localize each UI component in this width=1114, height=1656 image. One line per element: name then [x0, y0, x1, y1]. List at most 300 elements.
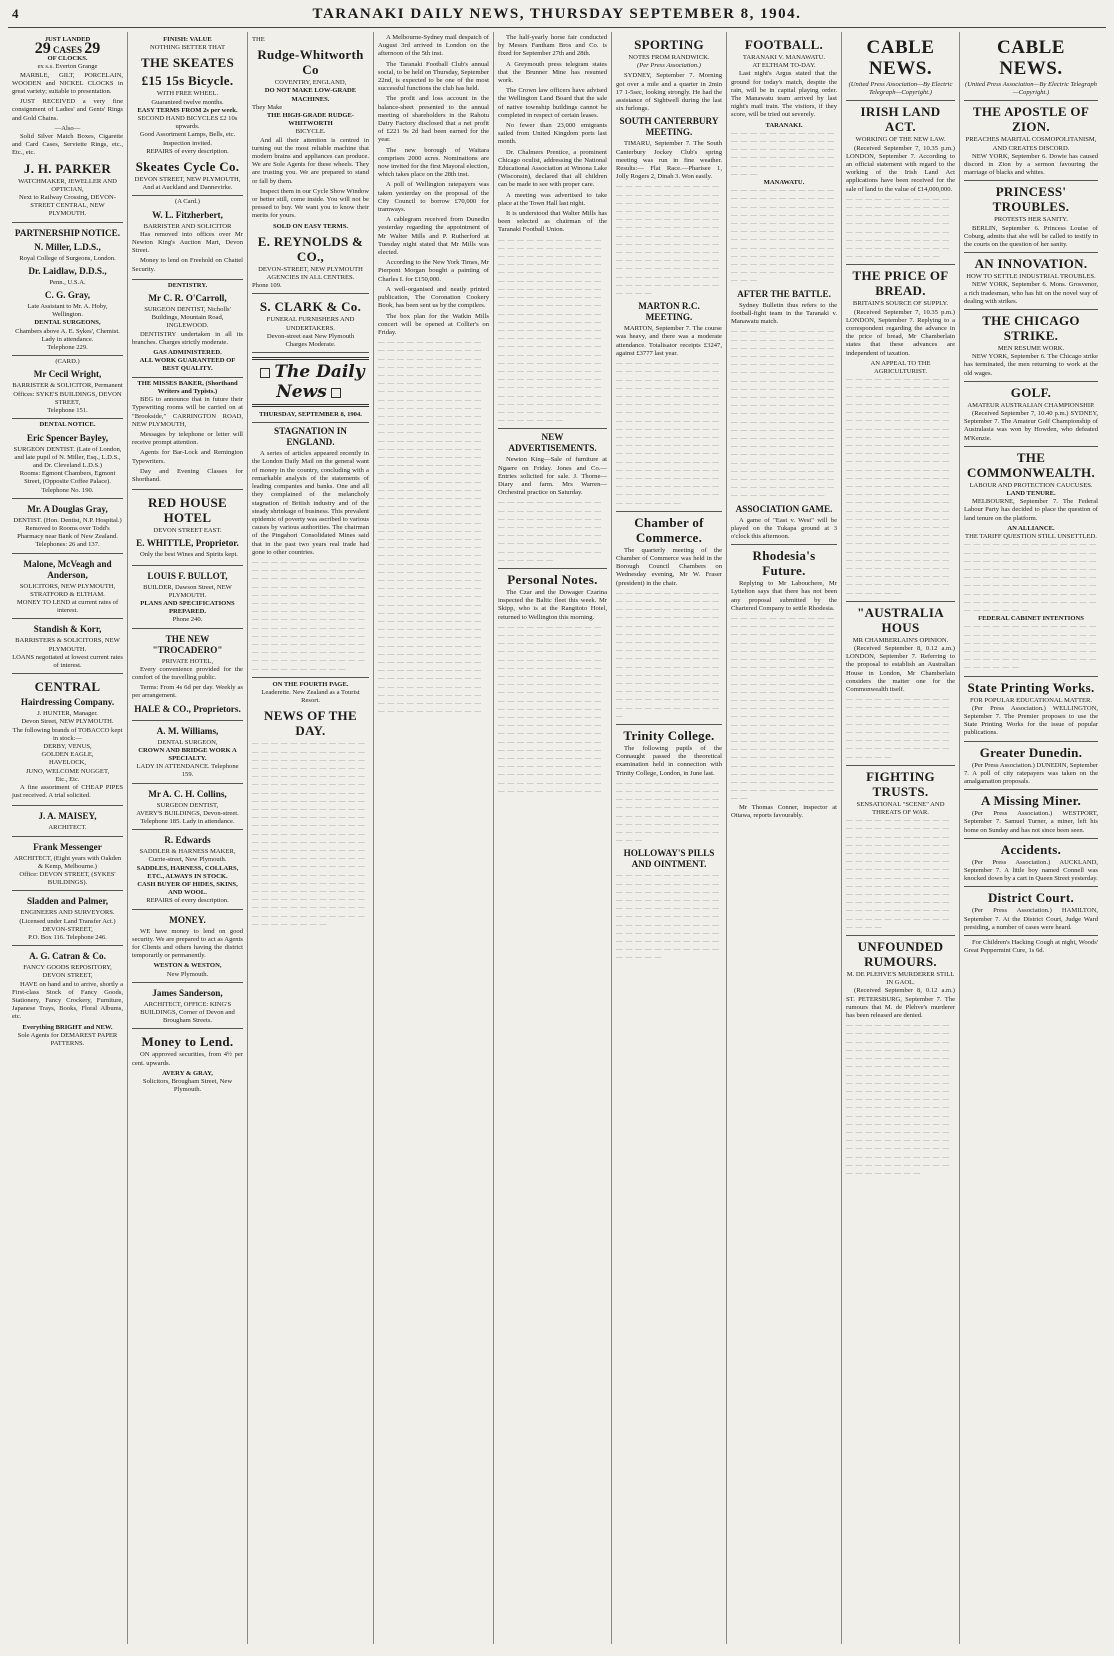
divider	[846, 601, 955, 602]
princess-sub: PROTESTS HER SANITY.	[994, 216, 1068, 224]
banner-text: The Daily News	[274, 362, 365, 403]
standish-ad	[12, 619, 123, 674]
cable-news-heading-2: CABLE NEWS.	[997, 37, 1065, 79]
bicycle-label: BICYCLE.	[295, 128, 326, 136]
new-advertisements-heading: NEW ADVERTISEMENTS.	[508, 432, 597, 454]
columns	[8, 32, 1106, 1644]
divider	[964, 381, 1098, 382]
football-heading: FOOTBALL.	[744, 37, 824, 52]
etc-line: Etc., Etc.	[55, 775, 80, 783]
skeates-co: Skeates Cycle Co.	[135, 159, 240, 175]
collins-address: AVERY'S BUILDINGS, Devon-street.	[136, 809, 239, 817]
inspect-text: Inspect them in our Cycle Show Window or better still, come inside. You will not be pressed to buy. We want you to know their merits for yours.	[252, 187, 369, 220]
divider	[731, 544, 837, 545]
rudge-ad	[252, 34, 369, 294]
cable-news-sub-1: (United Press Association—By Electric Telegraph—Copyright.)	[848, 81, 953, 97]
alliance-sub: THE TARIFF QUESTION STILL UNSETTLED.	[965, 533, 1097, 541]
collins-name: Mr A. C. H. Collins,	[148, 788, 227, 799]
laidlaw-name: Dr. Laidlaw, D.D.S.,	[28, 265, 107, 276]
fitzherbert-name: W. L. Fitzherbert,	[152, 209, 223, 220]
column-5-body-text: — — — — — — — — — — — — — — — — — — — — — — — — — — — — — — — — — — — — — — — — — — — — — — — — — — — — — — — — — — — — — — — — — — — — — — — — — — — — — — — — — — — — — — — — — — — — — — — — — — — — — — — — — — — — — — — — — — — — — — — — — — — — — — — — — — — — — — — — — — — — — — — — — — — — — — — — — — — — — — — — — — — — — — — — — — — — — — — — — — — — — — — — — — — — — — — — — — — — — — — — — — — — — — — — — — — — — — — — — — — — — — — — — — — — — — — — — — — — — — — — — — — — — — — — —	[498, 236, 602, 425]
state-printing-heading: State Printing Works.	[967, 679, 1095, 695]
news-item-5: A poll of Wellington ratepayers was taken yesterday on the proposal of the City Council to borrow £70,000 for tramways.	[378, 181, 489, 214]
clark-sub: FUNERAL FURNISHERS AND UNDERTAKERS.	[266, 316, 355, 332]
manawatu-team-list: — — — — — — — — — — — — — — — — — — — — — — — — — — — — — — — — — — — — — — — — — — — — — — — — — — — — — — — — — — — — — — — — — — — — — — — — — — — — — — — — — — — — — — — — — — — — — — — — — — — — — — — — — — — — — — — — — — — — — — — — — — — —	[731, 187, 835, 285]
news-item-16: It is understood that Walter Mills has been selected as chairman of the Taranaki Football Union.	[498, 210, 607, 234]
fourth-page-sub: Leaderette. New Zealand as a Tourist Resort.	[261, 688, 360, 705]
parker-clocks-ad	[12, 34, 123, 223]
free-wheel: WITH FREE WHEEL.	[156, 90, 219, 98]
brand-line-1: DERBY, VENUS,	[43, 742, 92, 750]
unfounded-heading: UNFOUNDED RUMOURS.	[857, 939, 944, 970]
sanderson-name: James Sanderson,	[152, 987, 223, 998]
divider	[616, 511, 722, 512]
column-5-body-text-2: — — — — — — — — — — — — — — — — — — — — — — — — — — — — — — — — — — — — — — — — — — — — — — — — — — — — — — — — — — — — — — — — — — — — — — — — — — — — — — — — — — —	[498, 499, 602, 564]
fitzherbert-ad	[132, 196, 243, 279]
new-advertisements-body: Newton King—Sale of furniture at Ngaere on Friday. Jones and Co.—Entries solicited for sale. J. Thorne—Diary and farm. Mrs Warren—Orchestral practice on Saturday.	[498, 456, 607, 497]
cases-row	[12, 40, 123, 58]
irish-body: (Received September 7, 10.35 p.m.) LONDON, September 7. According to an official statement with regard to the working of the Irish Land Act applications have been received for the sale of land to the value of £14,000,000.	[846, 144, 955, 193]
maisey-ad	[12, 806, 123, 836]
missing-miner-heading: A Missing Miner.	[980, 793, 1082, 809]
divider	[964, 100, 1098, 101]
news-item-13: No fewer than 23,000 emigrants sailed from United Kingdom ports last month.	[498, 122, 607, 146]
williams-name: A. M. Williams,	[156, 725, 219, 736]
edwards-sub: SADDLER & HARNESS MAKER, Currie-street, New Plymouth.	[139, 848, 236, 864]
trocadero-body: Every convenience provided for the comfort of the travelling public.	[132, 665, 243, 681]
gas-administered: GAS ADMINISTERED.	[153, 349, 222, 357]
district-court-body: (Per Press Association.) HAMILTON, September 7. At the District Court, Judge Ward presiding, a number of cases were heard.	[964, 907, 1098, 931]
ottawa-text: Mr Thomas Conner, inspector at Ottawa, reports favourably.	[731, 803, 837, 819]
commonwealth-heading: THE COMMONWEALTH.	[966, 449, 1095, 480]
chicago-heading: THE CHICAGO STRIKE.	[982, 313, 1080, 344]
divider	[964, 309, 1098, 310]
messenger-office: Office: DEVON STREET, (SYKES' BUILDINGS).	[19, 871, 116, 887]
bread-heading: THE PRICE OF BREAD.	[852, 268, 949, 299]
gray-name: C. G. Gray,	[44, 290, 91, 301]
telephone-229: Telephone 229.	[47, 344, 88, 352]
bayley-ad	[12, 419, 123, 498]
douglas-gray-ad	[12, 499, 123, 554]
cases-count-right: 29	[84, 40, 101, 58]
bayley-rooms: Rooms: Egmont Chambers, Egmont Street, (Opposite Coffee Palace).	[19, 470, 116, 486]
column-6-body-text-4: — — — — — — — — — — — — — — — — — — — — — — — — — — — — — — — — — — — — — — — — — — — — — — — — — — — — — — — — — — — — — — — — — — — — — — — — — — — — — — — —	[616, 779, 720, 845]
news-item-10: The half-yearly horse fair conducted by Messrs Fantham Bros and Co. is fixed for September 27th and 28th.	[498, 34, 607, 58]
news-item-8: A well-organised and neatly printed publication, The Coronation Cookery Book, has been sent us by the compilers.	[378, 285, 489, 310]
divider	[252, 422, 369, 423]
malone-name: Malone, McVeagh and Anderson,	[23, 558, 112, 580]
high-grade: THE HIGH-GRADE RUDGE-WHITWORTH	[266, 112, 355, 128]
finish-value: FINISH: VALUE	[163, 36, 212, 43]
ocarroll-ad	[132, 280, 243, 378]
collins-telephone: Telephone 185. Lady in attendance.	[140, 817, 235, 825]
catran-name: A. G. Catran & Co.	[29, 951, 106, 962]
fitzherbert-money: Money to lend on Freehold on Chattel Security.	[132, 257, 243, 273]
cable-news-sub-2: (United Press Association—By Electric Telegraph—Copyright.)	[965, 81, 1097, 97]
holloway-heading: HOLLOWAY'S PILLS AND OINTMENT.	[623, 848, 715, 870]
column-6-body-text-3: — — — — — — — — — — — — — — — — — — — — — — — — — — — — — — — — — — — — — — — — — — — — — — — — — — — — — — — — — — — — — — — — — — — — — — — — — — — — — — — — — — — — — — — — — — — — — — — — — — — — — — — — — — — — — — — — — — — — — — — — — — — — — — — — — — — — — — — — — — — — — — — — — — — — — — — — — — — — — — — — — — — — — —	[616, 589, 720, 720]
douglas-gray-telephones: Telephones: 26 and 137.	[35, 541, 100, 549]
dentistry-label: DENTISTRY.	[167, 281, 208, 289]
column-8-body-text-4: — — — — — — — — — — — — — — — — — — — — — — — — — — — — — — — — — — — — — — — — — — — — — — — — — — — — — — — — — — — — — — — — — — — — — — — — — — — — — — — — — — — — — — — — — — — — — — — — — — — — — — — — — — — — — — — — — — — — — — — — — — — — — — — — — — — — — — — — — — — — — — — — — — —	[846, 817, 950, 931]
miller-name: N. Miller, L.D.S.,	[34, 241, 101, 252]
po-box: P.O. Box 116. Telephone 246.	[28, 934, 107, 942]
douglas-gray-address: Removed to Rooms over Todd's Pharmacy near Bank of New Zealand.	[17, 524, 118, 541]
south-canterbury-heading: SOUTH CANTERBURY MEETING.	[619, 116, 719, 138]
malone-ad	[12, 554, 123, 620]
catran-body: HAVE on hand and to arrive, shortly a First-class Stock of Fancy Goods, Stationery, Fancy Crockery, Furniture, Japanese Trays, Books, Floral Albums, etc.	[12, 980, 123, 1021]
masthead	[8, 6, 1106, 28]
column-8-body-text-3: — — — — — — — — — — — — — — — — — — — — — — — — — — — — — — — — — — — — — — — — — — — — — — — — — — — — — — — — — — — — — — — — — — — — — — — — — — — — — — — — — —	[846, 696, 950, 761]
newspaper-title: TARANAKI DAILY NEWS, THURSDAY SEPTEMBER 8, 1904.	[312, 6, 802, 22]
miller-sub: Royal College of Surgeons, London.	[19, 254, 116, 262]
column-2	[128, 32, 248, 1644]
secondhand: SECOND HAND BICYCLES £2 10s upwards.	[137, 115, 238, 131]
bullot-phone: Phone 240.	[172, 616, 203, 624]
alliance-heading: AN ALLIANCE.	[1007, 524, 1055, 532]
crest-icon	[260, 368, 270, 378]
edwards-cash: CASH BUYER OF HIDES, SKINS, AND WOOL.	[137, 881, 238, 897]
skeates-heading: THE SKEATES	[140, 55, 234, 71]
partnership-heading: PARTNERSHIP NOTICE.	[14, 227, 121, 238]
after-battle-heading: AFTER THE BATTLE.	[737, 288, 831, 299]
divider	[964, 838, 1098, 839]
ocarroll-body: DENTISTRY undertaken in all its branches. Charges strictly moderate.	[132, 330, 243, 346]
princess-heading: PRINCESS' TROUBLES.	[992, 184, 1070, 215]
column-4-body-text: — — — — — — — — — — — — — — — — — — — — — — — — — — — — — — — — — — — — — — — — — — — — — — — — — — — — — — — — — — — — — — — — — — — — — — — — — — — — — — — — — — — — — — — — — — — — — — — — — — — — — — — — — — — — — — — — — — — — — — — — — — — — — — — — — — — — — — — — — — — — — — — — — — — — — — — — — — — — — — — — — — — — — — — — — — — — — — — — — — — — — — — — — — — — — — — — — — — — — — — — — — — — — — — — — — — — — — — — — — — — — — — — — — — — — — — — — — — — — — — — — — — — — — — — — — — — — — — — — — — — — — — — — — — — — — — — — — — — — — — — — — — — — — — — — — — — — — — — — — — — — — — — — — — — — — — — — — — — — — — — — — — — — — — — — — — — — — — — — — — — — — — — — — — — — — — — — — — — — — — — — — — — — — — — — — — — — — — — — — — — — — — — — — — — — — — — — — — — — — — — — — — — — — — — — — — — — — — — — — — — — — — — — — — — — — — — — — — — — — — — — — — — — — — — — — — — — — — — — — — — — — — — — — — — — — — — — — — — — — — — — — — — — — — — — — — — — — — — — — — — — — — — — —	[378, 339, 482, 716]
messenger-ad	[12, 837, 123, 892]
column-6-body-text-2: — — — — — — — — — — — — — — — — — — — — — — — — — — — — — — — — — — — — — — — — — — — — — — — — — — — — — — — — — — — — — — — — — — — — — — — — — — — — — — — — — — — — — — — — — — — — — — — — — — — — — — — — — — — — — — — — — — — — — — — — — — — — — — — — — — — — — — — — — — — — — — — — — — — — — — — — — — — — — — — — — — — — — — — — — — — — — — — — — — — — — — — — — — — — — — — — — —	[616, 360, 720, 507]
money-lend-body: ON approved securities, from 4½ per cent. upwards.	[132, 1051, 243, 1067]
edwards-ad	[132, 830, 243, 909]
hairdressing-heading: Hairdressing Company.	[20, 697, 115, 708]
australia-house-heading: "AUSTRALIA HOUS	[857, 604, 944, 635]
parker-name: J. H. PARKER	[23, 160, 112, 176]
news-item-12: The Crown law officers have advised the Wellington Land Board that the sale of native township buildings cannot be completed in respect of certain leases.	[498, 87, 607, 119]
irish-sub: WORKING OF THE NEW LAW.	[855, 136, 946, 144]
association-game-heading: ASSOCIATION GAME.	[735, 503, 833, 514]
work-guaranteed: ALL WORK GUARANTEED OF BEST QUALITY.	[139, 357, 236, 373]
hunter-manager: J. HUNTER, Manager.	[37, 710, 98, 718]
fourth-page-heading: ON THE FOURTH PAGE.	[272, 680, 349, 688]
malone-money: MONEY TO LEND at current rates of interest.	[16, 598, 119, 615]
south-canterbury-body: TIMARU, September 7. The South Canterbury Jockey Club's spring meeting was run in fine weather. Results:— Flat Race.—Pharisee 1, Jolly Rogers 2, Dinah 3. Won easily.	[616, 140, 722, 181]
news-item-15: A meeting was advertised to take place at the Town Hall last night.	[498, 191, 607, 207]
baker-classes: Day and Evening Classes for Shorthand.	[132, 467, 243, 483]
hale-proprietors: HALE & CO., Proprietors.	[134, 703, 241, 714]
bullot-name: LOUIS F. BULLOT,	[147, 570, 228, 581]
rhodesia-heading: Rhodesia's Future.	[752, 548, 816, 579]
fitzherbert-sub: BARRISTER AND SOLICITOR	[143, 222, 232, 230]
princess-body: BERLIN, September 6. Princess Louise of Coburg, admits that she will be called to testify in the courts on the question of her sanity.	[964, 224, 1098, 249]
column-4	[374, 32, 494, 1644]
divider	[846, 935, 955, 936]
bullot-sub: BUILDER, Dawson Street, NEW PLYMOUTH.	[143, 583, 232, 599]
taranaki-team-heading: TARANAKI.	[765, 121, 803, 129]
woods-peppermint-ad: For Children's Hacking Cough at night, Woods' Great Peppermint Cure, 1s 6d.	[964, 939, 1098, 955]
sporting-body: SYDNEY, September 7. Morning got over a mile and a quarter in 2min 17 1-5sec, looking strongly. He had the assistance of Sightwell during the last six furlongs.	[616, 72, 722, 113]
baker-telephone: Messages by telephone or letter will receive prompt attention.	[132, 430, 243, 447]
commonwealth-sub: LABOUR AND PROTECTION CAUCUSES.	[969, 481, 1093, 489]
card-label-2: (A Card.)	[175, 198, 200, 206]
state-printing-sub: FOR POPULAR EDUCATIONAL MATTER.	[969, 696, 1093, 704]
marton-heading: MARTON R.C. MEETING.	[638, 301, 700, 323]
avery-gray: AVERY & GRAY,	[162, 1069, 213, 1077]
association-game-body: A game of "East v. West" will be played on the Tukapa ground at 3 o'clock this afternoon.	[731, 516, 837, 540]
ship-line: ex s.s. Everton Grange	[37, 63, 98, 71]
trocadero-terms: Terms: From 4s 6d per day. Weekly as per arrangement.	[132, 684, 243, 700]
chamber-body: The quarterly meeting of the Chamber of Commerce was held in the Borough Council Chambers on Wednesday evening, Mr W. Fraser (president) in the chair.	[616, 546, 722, 587]
received-text: JUST RECEIVED a very fine consignment of Ladies' and Gents' Rings and Gold Chains.	[12, 98, 123, 122]
bicycle-price: £15 15s Bicycle.	[141, 73, 234, 89]
dental-notice: DENTAL NOTICE.	[39, 421, 96, 429]
laidlaw-sub: Penn., U.S.A.	[49, 278, 86, 286]
news-item-4: The new borough of Waitara comprises 2000 acres. Nominations are now invited for the first Mayoral election, which takes place on the 28th inst.	[378, 146, 489, 179]
news-item-3: The profit and loss account in the balance-sheet presented to the annual meeting of shareholders in the Rahotu Dairy Factory disclosed that a net profit of £221 9s 2d had been earned for the year.	[378, 95, 489, 144]
clark-name: S. CLARK & Co.	[259, 299, 362, 315]
weston-ad	[132, 910, 243, 983]
personal-notes-heading: Personal Notes.	[507, 571, 598, 587]
money-lend-heading: Money to Lend.	[141, 1034, 234, 1050]
catran-tail: Everything BRIGHT and NEW.	[22, 1023, 113, 1031]
repairs: REPAIRS of every description.	[146, 147, 229, 155]
sladden-sub: ENGINEERS AND SURVEYORS. (Licensed under Land Transfer Act.)	[19, 909, 116, 925]
bullot-plans: PLANS AND SPECIFICATIONS PREPARED.	[140, 599, 235, 616]
appeal-line: AN APPEAL TO THE AGRICULTURIST.	[870, 359, 931, 376]
column-6-body-text: — — — — — — — — — — — — — — — — — — — — — — — — — — — — — — — — — — — — — — — — — — — — — — — — — — — — — — — — — — — — — — — — — — — — — — — — — — — — — — — — — — — — — — — — — — — — — — — — — — — — — — — — — — — — — — — — — — — — — — — — — — — — — — — — — — — — — — — — — — — — — — — — — — —	[616, 183, 720, 298]
match-venue: AT ELTHAM TO-DAY.	[752, 62, 816, 70]
cable-news-heading-1: CABLE NEWS.	[866, 37, 935, 79]
match-title: TARANAKI V. MANAWATU.	[742, 54, 826, 61]
news-item-6: A cablegram received from Dunedin yesterday regarding the appointment of Mr Walter Mills and P. Rutherford at Tuesday night stated that Mr Mills was elected.	[378, 216, 489, 257]
divider	[964, 741, 1098, 742]
sladden-address: DEVON-STREET,	[42, 925, 93, 933]
taranaki-team-list: — — — — — — — — — — — — — — — — — — — — — — — — — — — — — — — — — — — — — — — — — — — — — — — — — — — — — — — — — —	[731, 129, 835, 178]
column-7-body-text-2: — — — — — — — — — — — — — — — — — — — — — — — — — — — — — — — — — — — — — — — — — — — — — — — — — — — — — — — — — — — — — — — — — — — — — — — — — — — — — — — — — — — — — — — — — — — — — — — — — — — — — — — — — — — — — — — — — — — — — — — — — — — — — — — — — — — — — — — — — — — — — — — — — — — — — — — — — — — — — — — — — — — — — — — — — — — — — — — — — — — — — — — — — — — — — — — — — — — — — — — — — — — — — — — — — — — — — — — — — — — — — — — — — — — — — — — — — — — — — — — — — — — —	[731, 614, 835, 803]
divider	[498, 568, 607, 569]
trocadero-sub: PRIVATE HOTEL,	[161, 657, 214, 665]
sladden-ad	[12, 891, 123, 946]
williams-sub: DENTAL SURGEON,	[157, 738, 218, 746]
pipes-text: A fine assortment of CHEAP PIPES just received. A trial solicited.	[12, 783, 123, 800]
leader-continued-text: — — — — — — — — — — — — — — — — — — — — — — — — — — — — — — — — — — — — — — — — — — — — — — — — — — — — — — — — — — — — — — — — — — — — — — — — — — — — — — — — — — — — — — — — — — — — — — — — — — — — — — — — — — — — — — — — — — — — — — — — — — — — — — — — — — — — — — — — — — — — — — — — — — — — — — — — — — — — — — — — — — — — — —	[252, 558, 365, 673]
rudge-sub: COVENTRY, ENGLAND,	[274, 79, 347, 87]
standish-name: Standish & Korr,	[33, 624, 102, 635]
column-7-body-text: — — — — — — — — — — — — — — — — — — — — — — — — — — — — — — — — — — — — — — — — — — — — — — — — — — — — — — — — — — — — — — — — — — — — — — — — — — — — — — — — — — — — — — — — — — — — — — — — — — — — — — — — — — — — — — — — — — — — — — — — — — — — — — — — — — — — — — — — — — — — — — — — — — — — — — — — — — — — — — — — — — — — — — — — — — — — — — — — — — — — — — — — — — — — — — — — — — — — — — — — — — — — — — — — — — — — — — — — — — — — — — — — — — — — — —	[731, 328, 835, 500]
reynolds-sub: DEVON-STREET, NEW PLYMOUTH	[258, 265, 363, 273]
hairdressing-ad	[12, 674, 123, 806]
trinity-heading: Trinity College.	[623, 728, 715, 744]
ocarroll-sub: SURGEON DENTIST, Nicholls' Buildings, Mountain Road, INGLEWOOD.	[144, 306, 231, 330]
skeates-branch: And at Auckland and Dannevirke.	[142, 184, 233, 192]
the-label: THE	[252, 36, 265, 43]
also-line: —Also—	[54, 124, 81, 132]
sanderson-ad	[132, 983, 243, 1030]
divider	[846, 264, 955, 265]
unfounded-sub: M. DE PLEHVE'S MURDERER STILL IN GAOL.	[846, 971, 955, 987]
bread-body: (Received September 7, 10.35 p.m.) LONDON, September 7. Replying to a correspondent regarding the advance in the price of bread, Mr Chamberlain states that these advances are independent of taxation.	[846, 308, 955, 357]
wright-ad	[12, 356, 123, 419]
avery-gray-sub: Solicitors, Brougham Street, New Plymouth.	[142, 1078, 233, 1094]
wright-name: Mr Cecil Wright,	[33, 369, 102, 380]
divider	[964, 252, 1098, 253]
opinion-sub: MR CHAMBERLAIN'S OPINION.	[852, 636, 949, 644]
dental-chambers: Chambers above A. E. Sykes', Chemist.	[15, 327, 120, 335]
fighting-trusts-sub: SENSATIONAL "SCENE" AND THREATS OF WAR.	[856, 800, 945, 817]
unfounded-body: (Received September 8, 0.12 a.m.) ST. PETERSBURG, September 7. The rumours that M. de Plehve's murderer has been released are denied.	[846, 987, 955, 1020]
good-assortment: Good Assortment Lamps, Bells, etc.	[139, 131, 236, 139]
sporting-heading: SPORTING	[634, 37, 704, 52]
daily-news-banner	[252, 357, 369, 407]
column-8-body-text: — — — — — — — — — — — — — — — — — — — — — — — — — — — — — — — — — — — — — — — — — — — — — — — — — — — — — — — — — — — — — — — — — — — — — — — — — — — — — — — — — — — — — — —	[846, 195, 950, 261]
football-body: Last night's Argus stated that the ground for today's match, despite the rain, will be in capital playing order. The Manawatu team arrived by last night's mail train. The visitors, if they score, will be tried out severely.	[731, 70, 837, 119]
collins-ad	[132, 784, 243, 831]
zion-sub: PREACHES MARITAL COSMOPOLITANISM, AND CREATES DISCORD.	[965, 136, 1097, 152]
column-5-body-text-3: — — — — — — — — — — — — — — — — — — — — — — — — — — — — — — — — — — — — — — — — — — — — — — — — — — — — — — — — — — — — — — — — — — — — — — — — — — — — — — — — — — — — — — — — — — — — — — — — — — — — — — — — — — — — — — — — — — — — — — — — — — — — — — — — — — — — — — — — — — — — — — — — — — — — — — — — — — — — — — — — — — — — — — — — — — — — — — — — — — — — — — — — — — — — — — — — — — — — — — — — — — — — — — — — — — — — — — — — — — — — — — — — — — — — — — —	[498, 623, 602, 795]
manawatu-team-heading: MANAWATU.	[763, 179, 805, 187]
collins-sub: SURGEON DENTIST,	[156, 801, 219, 809]
parker-trade: WATCHMAKER, JEWELLER AND OPTICIAN,	[18, 177, 117, 193]
lady-attendance: Lady in attendance.	[41, 335, 94, 343]
chamber-heading: Chamber of Commerce.	[634, 514, 704, 545]
marble-text: MARBLE, GILT, PORCELAIN, WOODEN and NICKEL CLOCKS in great variety; suitable to presentation.	[12, 71, 123, 96]
williams-ad	[132, 721, 243, 784]
trocadero-ad	[132, 629, 243, 721]
news-item-9: The box plan for the Watkin Mills concert will be opened at Collier's on Friday.	[378, 312, 489, 336]
column-9-body-text: — — — — — — — — — — — — — — — — — — — — — — — — — — — — — — — — — — — — — — — — — — — — — — — — — — — — — — — — — — — — — — — — — — — — — — — — — — — — — — — — — — — — — — — — — — — — — — — — — — — — — — — — — — — — — — — — — — — — — — —	[964, 541, 1097, 614]
news-item-11: A Greymouth press telegram states that the Brunner Mine has resumed work.	[498, 60, 607, 85]
catran-sub: FANCY GOODS REPOSITORY, DEVON STREET,	[23, 964, 112, 980]
district-court-heading: District Court.	[987, 890, 1075, 906]
trocadero-heading: THE NEW "TROCADERO"	[152, 633, 223, 655]
brand-line-4: JUNO, WELCOME NUGGET,	[25, 767, 110, 775]
cases-count-left: 29	[34, 40, 51, 58]
messenger-sub: ARCHITECT, (Eight years with Oakden & Kemp, Melbourne.)	[13, 854, 122, 870]
golf-sub: AMATEUR AUSTRALIAN CHAMPIONSHIP.	[967, 401, 1095, 409]
divider	[498, 428, 607, 429]
after-battle-body: Sydney Bulletin thus refers to the football-fight team in the Taranaki v. Manawatu match.	[731, 301, 837, 326]
clark-charges: Charges Moderate.	[285, 341, 336, 349]
divider	[964, 446, 1098, 447]
clark-address: Devon-street east New Plymouth	[266, 332, 355, 340]
baker-agents: Agents for Bar-Lock and Remington Typewriters.	[132, 449, 243, 465]
they-make: They Make	[252, 103, 283, 111]
nothing-better: NOTHING BETTER THAT	[150, 44, 225, 52]
maisey-sub: ARCHITECT.	[48, 824, 87, 832]
misses-baker: THE MISSES BAKER, (Shorthand Writers and Typists.)	[137, 379, 238, 395]
column-5	[494, 32, 612, 1644]
bullot-ad	[132, 566, 243, 629]
column-6	[612, 32, 727, 1644]
press-association: (Per Press Association.)	[637, 62, 701, 70]
news-item-1: A Melbourne-Sydney mail despatch of August 3rd arrived in London on the afternoon of the 5th inst.	[378, 34, 489, 58]
just-landed: JUST LANDED	[44, 36, 91, 43]
bread-sub: BRITAIN'S SOURCE OF SUPPLY.	[852, 300, 949, 308]
sladden-name: Sladden and Palmer,	[26, 896, 109, 907]
divider	[964, 676, 1098, 677]
innovation-heading: AN INNOVATION.	[974, 256, 1088, 272]
chicago-body: NEW YORK, September 6. The Chicago strike has terminated, the men returning to work at the old wages.	[964, 353, 1098, 377]
edwards-body: SADDLES, HARNESS, COLLARS, ETC., ALWAYS IN STOCK.	[136, 864, 239, 880]
golf-heading: GOLF.	[1010, 384, 1052, 400]
devon-street: Devon Street, NEW PLYMOUTH.	[21, 718, 114, 726]
column-9-body-text-2: — — — — — — — — — — — — — — — — — — — — — — — — — — — — — — — — — — — — — — — — — — — — — — — — — — — — — — — — — — — — — — — — — — — — — — — — — — — —	[964, 623, 1097, 672]
parker-address: Next to Railway Crossing, DEVON-STREET CENTRAL, NEW PLYMOUTH.	[19, 194, 116, 218]
divider	[846, 765, 955, 766]
weston-name: WESTON & WESTON,	[153, 962, 222, 970]
column-7	[727, 32, 842, 1644]
telephone-190: Telephone No. 190.	[41, 486, 94, 494]
not-make: DO NOT MAKE LOW-GRADE MACHINES.	[264, 87, 357, 103]
column-8-body-text-2: — — — — — — — — — — — — — — — — — — — — — — — — — — — — — — — — — — — — — — — — — — — — — — — — — — — — — — — — — — — — — — — — — — — — — — — — — — — — — — — — — — — — — — — — — — — — — — — — — — — — — — — — — — — — — — — — — — — — — — — — — — — — — — — — — — — — — — — — — — — — — — — — — — — — — — — — — — — — — — — — — — — — — — — — — — — — — — — — — — — — — — — — — — — — — — — — — — — — — — — — — — — — — — — — — — — — — — — — — — — — — — — — — — — — — — — — — — — — — — — — — — — — — — — — — — — — — — — — — — — — — — — — — — — — — — — — — — — — — — — — — — — — — — — — — — — —	[846, 376, 950, 597]
column-9	[960, 32, 1102, 1644]
column-1	[8, 32, 128, 1644]
federal-heading: FEDERAL CABINET INTENTIONS	[978, 615, 1084, 623]
land-tenure-body: MELBOURNE, September 7. The Federal Labour Party has decided to place the question of land tenure on the platform.	[964, 498, 1098, 522]
news-item-7: According to the New York Times, Mr Pierpont Morgan bought a painting of Charles I. for £150,000.	[378, 259, 489, 283]
divider	[964, 886, 1098, 887]
divider	[964, 935, 1098, 936]
guarantee: Guaranteed twelve months.	[151, 98, 224, 106]
skeates-address: DEVON STREET, NEW PLYMOUTH,	[134, 176, 241, 184]
sanderson-sub: ARCHITECT, OFFICE: KING'S BUILDINGS, Corner of Devon and Brougham Streets.	[140, 1000, 235, 1025]
fighting-trusts-heading: FIGHTING TRUSTS.	[866, 768, 935, 799]
bayley-sub: SURGEON DENTIST. (Late of London, and late pupil of N. Miller, Esq., L.D.S., and Dr. Cleveland L.D.S.)	[13, 445, 122, 469]
leader-heading: STAGNATION IN ENGLAND.	[274, 426, 347, 448]
whittle-body: Only the best Wines and Spirits kept.	[140, 551, 238, 559]
column-6-body-text-5: — — — — — — — — — — — — — — — — — — — — — — — — — — — — — — — — — — — — — — — — — — — — — — — — — — — — — — — — — — — — — — — — — — — — — — — — — — — — — — — — — — — — — — — — — — — — — — — — — — — — — — — — — — — — — — — — — — —	[616, 872, 720, 962]
tobacco-brands: The following brands of TOBACCO kept in stock:—	[12, 726, 123, 742]
telephone-151: Telephone 151.	[47, 407, 88, 415]
red-house-ad	[132, 490, 243, 565]
malone-sub: SOLICITORS, NEW PLYMOUTH, STRATFORD & ELTHAM.	[19, 582, 116, 598]
personal-notes-body: The Czar and the Dowager Czarina inspected the Baltic fleet this week. Mr Skipp, who is at the Rangitoto Hotel, returned to Wellington this morning.	[498, 588, 607, 621]
reynolds-name: E. REYNOLDS & CO.,	[257, 233, 364, 264]
douglas-gray-name: Mr. A Douglas Gray,	[27, 503, 108, 514]
phone-109: Phone 109.	[252, 282, 282, 290]
money-lend-ad	[132, 1029, 243, 1097]
standish-sub: BARRISTERS & SOLICITORS, NEW PLYMOUTH.	[15, 637, 120, 653]
ocarroll-name: Mr C. R. O'Carroll,	[148, 293, 227, 304]
zion-body: NEW YORK, September 6. Dowie has caused discord in Zion by a sermon favouring the marriage of blacks and whites.	[964, 152, 1098, 177]
news-item-2: The Taranaki Football Club's annual social, to be held on Thursday, September 22nd, is expected to be one of the most successful functions the club has held.	[378, 60, 489, 93]
divider	[252, 677, 369, 678]
dunedin-heading: Greater Dunedin.	[979, 744, 1083, 760]
dunedin-body: (Per Press Association.) DUNEDIN, September 7. A poll of city ratepayers was taken on the amalgamation proposals.	[964, 761, 1098, 785]
opinion-body: (Received September 8, 0.12 a.m.) LONDON, September 7. Referring to the proposal to establish an Australian House in London, Mr Chamberlain considers the matter one for the Commonwealth itself.	[846, 644, 955, 693]
central-heading: CENTRAL	[34, 679, 101, 695]
bayley-name: Eric Spencer Bayley,	[26, 432, 109, 443]
agencies: AGENCIES IN ALL CENTRES.	[266, 274, 355, 282]
douglas-gray-sub: DENTIST. (Hon. Dentist, N.P. Hospital.)	[13, 516, 122, 524]
editorial-date: THURSDAY, SEPTEMBER 8, 1904.	[259, 411, 362, 419]
baker-ad	[132, 378, 243, 490]
leader-body: A series of articles appeared recently in the London Daily Mail on the general want of money in the country, concluding with a remarkable analysis of the statements of leading companies and banks. One and all they complained of the melancholy stagnation of British industry and of the steady shrinkage of business. This prevalent epidemic of poverty was ascribed to various causes by various authorities. The chairman of the Pingahori Consolidated Mines said that in the past two years real trade had gone to other countries.	[252, 450, 369, 556]
easy-terms-3: SOLD ON EASY TERMS.	[272, 222, 349, 230]
irish-heading: IRISH LAND ACT.	[860, 104, 941, 135]
edwards-name: R. Edwards	[164, 835, 211, 846]
news-item-14: Dr. Chalmers Prentice, a prominent Chicago oculist, addressing the National Educational Association at Winona Lake (Wisconsin), declared that all children can be made to see with proper care.	[498, 148, 607, 189]
state-printing-body: (Per Press Association.) WELLINGTON, September 7. The Premier proposes to use the State Printing Works for the issue of popular publications.	[964, 704, 1098, 737]
williams-body: CROWN AND BRIDGE WORK A SPECIALTY.	[138, 746, 237, 762]
divider	[846, 100, 955, 101]
golf-body: (Received September 7, 10.40 p.m.) SYDNEY, September 7. The Amateur Golf Championship of Australasia was won by Howden, who defeated M'Kenzie.	[964, 410, 1098, 442]
brand-line-2: GOLDEN EAGLE,	[41, 751, 94, 759]
divider	[616, 724, 722, 725]
partnership-ad	[12, 223, 123, 357]
land-tenure-heading: LAND TENURE.	[1006, 490, 1056, 498]
dental-surgeons: DENTAL SURGEONS,	[34, 319, 101, 327]
